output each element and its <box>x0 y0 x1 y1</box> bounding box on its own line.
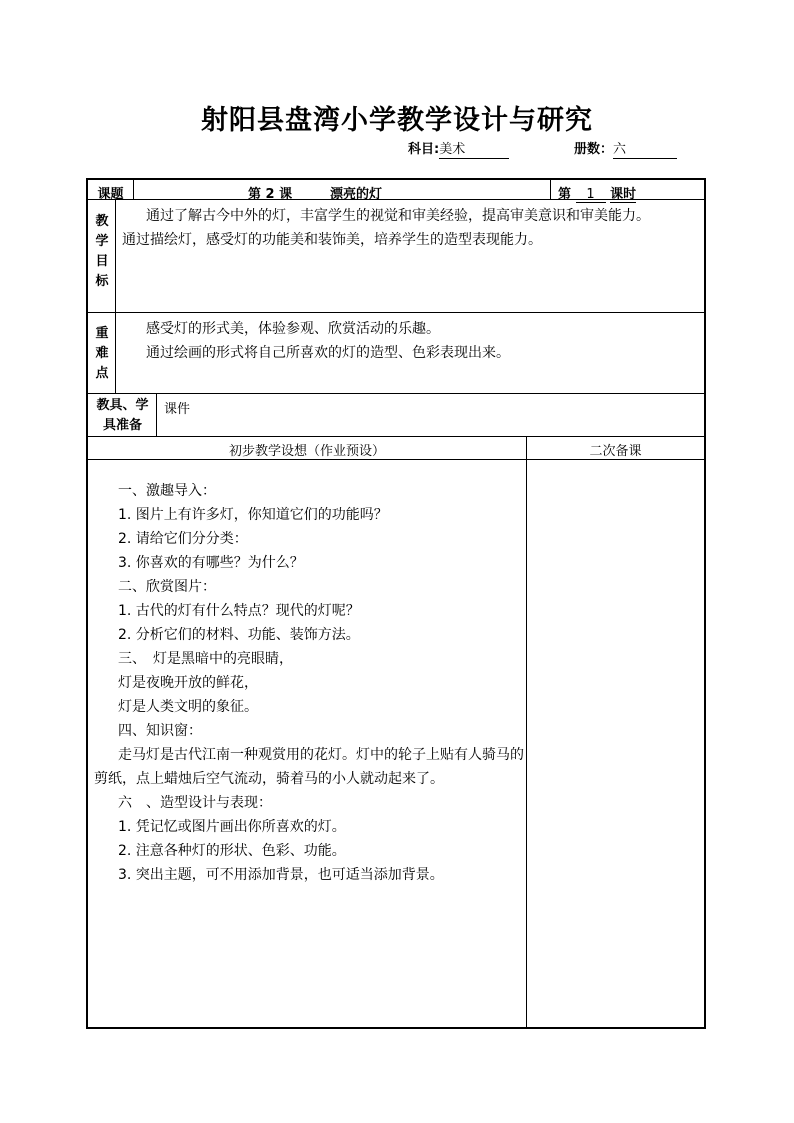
plan-line: 四、知识窗： <box>118 723 202 739</box>
goals-text: 通过了解古今中外的灯，丰富学生的视觉和审美经验，提高审美意识和审美能力。 通过描绘灯，感受灯的功能美和装饰美，培养学生的造型表现能力。 <box>122 208 650 248</box>
plan-line: 二、欣赏图片： <box>118 579 216 595</box>
plan-content <box>94 479 524 887</box>
plan-line: 三、 灯是黑暗中的亮眼睛， <box>118 651 293 667</box>
col-divider <box>115 199 116 393</box>
subject-field <box>408 138 509 159</box>
second-prep-header: 二次备课 <box>589 444 642 459</box>
document-title: 射阳县盘湾小学教学设计与研究 <box>201 105 593 136</box>
plan-header: 初步教学设想（作业预设） <box>228 444 385 459</box>
row-divider <box>88 393 704 394</box>
topic-label: 课题 <box>97 187 124 202</box>
row-divider <box>88 312 704 313</box>
plan-line: 1. 图片上有许多灯，你知道它们的功能吗？ <box>118 507 388 523</box>
period-prefix: 第 <box>558 187 572 202</box>
subject-label: 科目: <box>408 142 440 157</box>
volume-value: 六 <box>613 142 677 159</box>
plan-line: 六 、造型设计与表现： <box>118 795 272 811</box>
row-divider <box>88 436 704 437</box>
lesson-number: 第 2 课 <box>248 187 293 202</box>
plan-line: 2. 注意各种灯的形状、色彩、功能。 <box>118 843 346 859</box>
row-divider <box>88 459 704 460</box>
col-divider <box>133 180 134 199</box>
period-field <box>558 183 636 203</box>
goals-label: 教 学 目 标 <box>95 214 109 289</box>
tools-label: 教具、学 具准备 <box>96 398 149 433</box>
period-value: 1 <box>576 187 606 203</box>
plan-line: 灯是夜晚开放的鲜花， <box>118 675 258 691</box>
plan-line: 1. 古代的灯有什么特点？现代的灯呢？ <box>118 603 360 619</box>
plan-line: 一、激趣导入： <box>118 483 216 499</box>
volume-field <box>574 138 677 159</box>
keypoints-text: 感受灯的形式美，体验参观、欣赏活动的乐趣。 通过绘画的形式将自己所喜欢的灯的造型、色彩表现出来。 <box>146 321 510 361</box>
plan-line: 2. 请给它们分分类： <box>118 531 248 547</box>
col-divider <box>526 436 527 1027</box>
period-suffix: 课时 <box>610 187 637 202</box>
subject-value: 美术 <box>439 142 509 159</box>
volume-label: 册数： <box>574 142 614 157</box>
plan-line: 1. 凭记忆或图片画出你所喜欢的灯。 <box>118 819 346 835</box>
lesson-title: 漂亮的灯 <box>330 187 383 202</box>
plan-line: 灯是人类文明的象征。 <box>118 699 258 715</box>
col-divider <box>550 180 551 199</box>
plan-line: 3. 突出主题，可不用添加背景，也可适当添加背景。 <box>118 867 444 883</box>
col-divider <box>156 393 157 436</box>
tools-value: 课件 <box>164 402 191 417</box>
plan-line: 2. 分析它们的材料、功能、装饰方法。 <box>118 627 360 643</box>
plan-line: 3. 你喜欢的有哪些？为什么？ <box>118 555 304 571</box>
plan-paragraph: 走马灯是古代江南一种观赏用的花灯。灯中的轮子上贴有人骑马的剪纸，点上蜡烛后空气流动，骑着马的小人就动起来了。 <box>94 747 524 787</box>
keypoints-label: 重 难 点 <box>95 326 109 381</box>
